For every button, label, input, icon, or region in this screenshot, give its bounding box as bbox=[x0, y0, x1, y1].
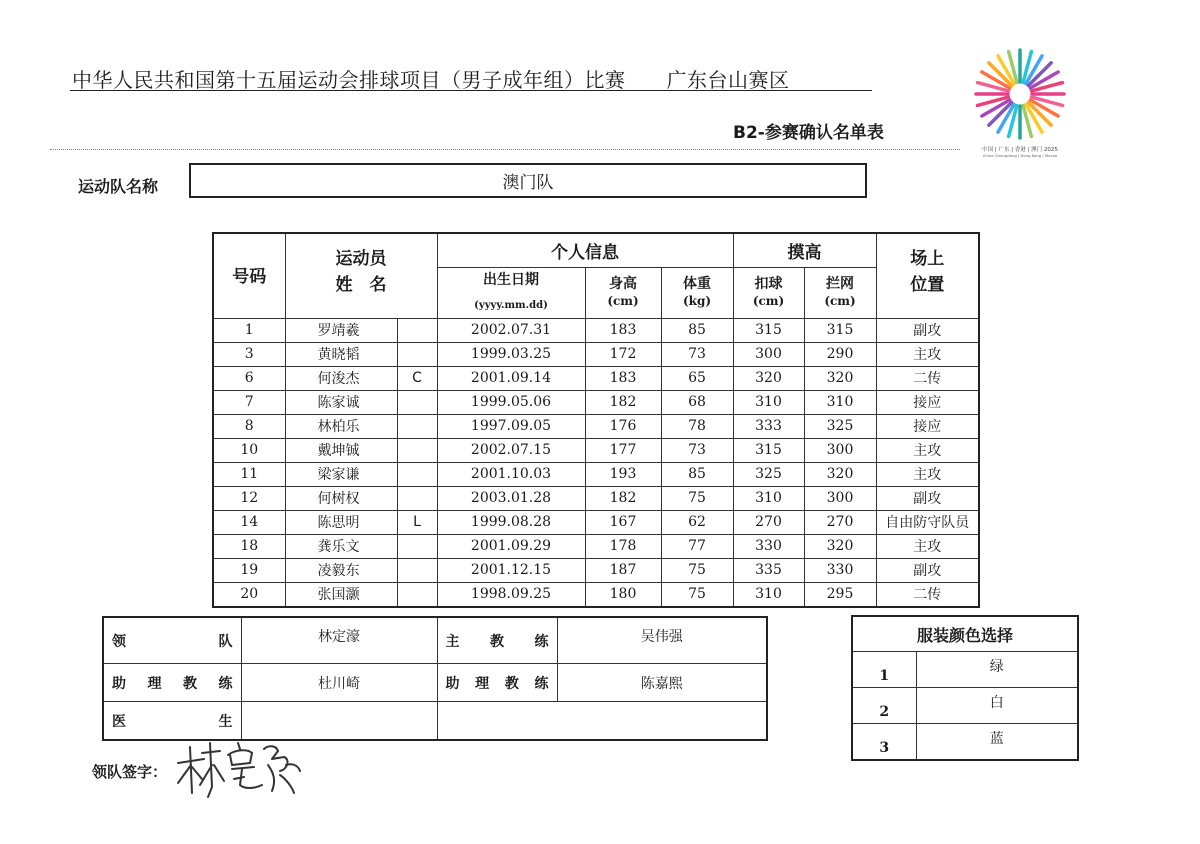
asst2-char-3: 练 bbox=[534, 675, 549, 692]
uniform-option-color: 绿 bbox=[916, 652, 1078, 688]
cell-dob: 1999.03.25 bbox=[437, 342, 585, 366]
table-row bbox=[213, 390, 979, 414]
cell-name: 张国灏 bbox=[285, 582, 397, 607]
cell-name: 何浚杰 bbox=[285, 366, 397, 390]
header-spike bbox=[733, 267, 804, 318]
form-subtitle: B2-参赛确认名单表 bbox=[733, 123, 884, 143]
cell-role bbox=[397, 414, 437, 438]
cell-weight: 77 bbox=[661, 534, 733, 558]
uniform-option-row bbox=[852, 688, 1078, 724]
cell-no: 11 bbox=[213, 462, 285, 486]
table-row bbox=[213, 462, 979, 486]
cell-dob: 2003.01.28 bbox=[437, 486, 585, 510]
coach-label-c: 练 bbox=[534, 633, 549, 650]
cell-role bbox=[397, 318, 437, 342]
cell-spike: 270 bbox=[733, 510, 804, 534]
cell-dob: 2001.10.03 bbox=[437, 462, 585, 486]
cell-weight: 73 bbox=[661, 438, 733, 462]
cell-block: 320 bbox=[804, 534, 876, 558]
header-reach: 摸高 bbox=[733, 233, 876, 267]
cell-block: 270 bbox=[804, 510, 876, 534]
coach-label-b: 教 bbox=[490, 633, 504, 650]
assistant-label-1 bbox=[103, 664, 241, 702]
header-block bbox=[804, 267, 876, 318]
cell-no: 8 bbox=[213, 414, 285, 438]
asst1-char-2: 教 bbox=[183, 675, 197, 692]
table-row bbox=[213, 366, 979, 390]
cell-height: 183 bbox=[585, 366, 661, 390]
header-block-label: 拦网 bbox=[826, 275, 854, 292]
header-position-top: 场上 bbox=[910, 249, 945, 269]
header-number: 号码 bbox=[213, 233, 285, 318]
assistant1-value: 杜川崎 bbox=[241, 664, 437, 702]
cell-block: 310 bbox=[804, 390, 876, 414]
coach-label bbox=[437, 617, 557, 664]
cell-role: L bbox=[397, 510, 437, 534]
cell-block: 295 bbox=[804, 582, 876, 607]
coach-value: 吴伟强 bbox=[557, 617, 767, 664]
asst1-char-3: 练 bbox=[218, 675, 233, 692]
header-athlete-top: 运动员 bbox=[335, 249, 387, 269]
cell-no: 12 bbox=[213, 486, 285, 510]
cell-position: 二传 bbox=[876, 366, 979, 390]
cell-name: 梁家谦 bbox=[285, 462, 397, 486]
cell-role bbox=[397, 342, 437, 366]
cell-spike: 300 bbox=[733, 342, 804, 366]
cell-weight: 75 bbox=[661, 582, 733, 607]
cell-weight: 75 bbox=[661, 558, 733, 582]
cell-block: 300 bbox=[804, 438, 876, 462]
uniform-option-row bbox=[852, 724, 1078, 761]
uniform-option-row bbox=[852, 652, 1078, 688]
header-dob-format: (yyyy.mm.dd) bbox=[474, 299, 548, 311]
cell-name: 凌毅东 bbox=[285, 558, 397, 582]
cell-role bbox=[397, 462, 437, 486]
cell-role: C bbox=[397, 366, 437, 390]
header-personal-info: 个人信息 bbox=[437, 233, 733, 267]
logo-caption-en: China Guangdong | Hong Kong | Macao bbox=[982, 153, 1058, 158]
cell-height: 182 bbox=[585, 390, 661, 414]
cell-dob: 1999.05.06 bbox=[437, 390, 585, 414]
cell-position: 主攻 bbox=[876, 438, 979, 462]
cell-position: 副攻 bbox=[876, 558, 979, 582]
uniform-color-table bbox=[851, 615, 1079, 761]
cell-no: 14 bbox=[213, 510, 285, 534]
cell-weight: 75 bbox=[661, 486, 733, 510]
staff-empty-cell bbox=[437, 702, 767, 741]
cell-role bbox=[397, 438, 437, 462]
cell-height: 178 bbox=[585, 534, 661, 558]
cell-dob: 2001.09.14 bbox=[437, 366, 585, 390]
cell-height: 176 bbox=[585, 414, 661, 438]
uniform-option-number: 1 bbox=[852, 652, 916, 688]
cell-no: 10 bbox=[213, 438, 285, 462]
dotted-divider bbox=[50, 149, 960, 150]
cell-block: 325 bbox=[804, 414, 876, 438]
cell-block: 320 bbox=[804, 462, 876, 486]
asst1-char-1: 理 bbox=[147, 675, 162, 692]
cell-height: 177 bbox=[585, 438, 661, 462]
table-row bbox=[213, 510, 979, 534]
doctor-label-b: 生 bbox=[218, 713, 233, 730]
header-dob bbox=[437, 267, 585, 318]
document-title: 中华人民共和国第十五届运动会排球项目（男子成年组）比赛 广东台山赛区 bbox=[72, 68, 790, 92]
table-row bbox=[213, 558, 979, 582]
doctor-label-a: 医 bbox=[112, 713, 126, 730]
cell-name: 黄晓韬 bbox=[285, 342, 397, 366]
cell-weight: 85 bbox=[661, 462, 733, 486]
signature-label: 领队签字： bbox=[92, 763, 168, 781]
cell-height: 167 bbox=[585, 510, 661, 534]
header-position bbox=[876, 233, 979, 318]
cell-name: 陈思明 bbox=[285, 510, 397, 534]
logo-caption: 中国 | 广东 | 香港 | 澳门 2025 bbox=[982, 147, 1058, 153]
asst2-char-1: 理 bbox=[475, 675, 490, 692]
header-athlete-name: 姓 名 bbox=[335, 275, 387, 295]
table-row bbox=[213, 534, 979, 558]
cell-weight: 85 bbox=[661, 318, 733, 342]
cell-height: 183 bbox=[585, 318, 661, 342]
table-row bbox=[213, 438, 979, 462]
cell-weight: 62 bbox=[661, 510, 733, 534]
cell-dob: 1998.09.25 bbox=[437, 582, 585, 607]
asst2-char-0: 助 bbox=[445, 675, 460, 692]
cell-no: 7 bbox=[213, 390, 285, 414]
cell-spike: 330 bbox=[733, 534, 804, 558]
asst2-char-2: 教 bbox=[504, 675, 519, 692]
assistant-label-2 bbox=[437, 664, 557, 702]
title-underline bbox=[70, 90, 872, 91]
cell-dob: 2001.12.15 bbox=[437, 558, 585, 582]
cell-no: 20 bbox=[213, 582, 285, 607]
cell-spike: 315 bbox=[733, 438, 804, 462]
team-name-field bbox=[189, 163, 867, 198]
cell-position: 副攻 bbox=[876, 318, 979, 342]
table-row bbox=[213, 414, 979, 438]
cell-spike: 315 bbox=[733, 318, 804, 342]
cell-dob: 1999.08.28 bbox=[437, 510, 585, 534]
uniform-color-title: 服装颜色选择 bbox=[852, 616, 1078, 652]
leader-label bbox=[103, 617, 241, 664]
leader-value: 林定濠 bbox=[241, 617, 437, 664]
cell-no: 1 bbox=[213, 318, 285, 342]
cell-position: 主攻 bbox=[876, 462, 979, 486]
table-row bbox=[213, 582, 979, 607]
cell-dob: 2002.07.31 bbox=[437, 318, 585, 342]
cell-block: 330 bbox=[804, 558, 876, 582]
cell-position: 副攻 bbox=[876, 486, 979, 510]
cell-spike: 310 bbox=[733, 390, 804, 414]
leader-label-b: 队 bbox=[218, 633, 233, 650]
cell-spike: 325 bbox=[733, 462, 804, 486]
cell-height: 193 bbox=[585, 462, 661, 486]
cell-role bbox=[397, 534, 437, 558]
cell-position: 接应 bbox=[876, 414, 979, 438]
cell-weight: 68 bbox=[661, 390, 733, 414]
cell-name: 林柏乐 bbox=[285, 414, 397, 438]
header-athlete bbox=[285, 233, 437, 318]
cell-weight: 65 bbox=[661, 366, 733, 390]
cell-block: 290 bbox=[804, 342, 876, 366]
coach-label-a: 主 bbox=[445, 633, 460, 650]
cell-role bbox=[397, 390, 437, 414]
team-name-label: 运动队名称 bbox=[78, 177, 159, 196]
cell-spike: 320 bbox=[733, 366, 804, 390]
header-height bbox=[585, 267, 661, 318]
cell-no: 18 bbox=[213, 534, 285, 558]
cell-weight: 78 bbox=[661, 414, 733, 438]
games-flower-logo-icon bbox=[968, 44, 1072, 160]
leader-signature bbox=[172, 735, 307, 805]
cell-name: 龚乐文 bbox=[285, 534, 397, 558]
uniform-option-color: 蓝 bbox=[916, 724, 1078, 761]
cell-height: 180 bbox=[585, 582, 661, 607]
cell-name: 何树权 bbox=[285, 486, 397, 510]
cell-position: 接应 bbox=[876, 390, 979, 414]
cell-no: 19 bbox=[213, 558, 285, 582]
cell-role bbox=[397, 558, 437, 582]
uniform-option-number: 3 bbox=[852, 724, 916, 761]
cell-spike: 310 bbox=[733, 582, 804, 607]
cell-spike: 335 bbox=[733, 558, 804, 582]
header-position-bottom: 位置 bbox=[910, 275, 945, 295]
cell-height: 187 bbox=[585, 558, 661, 582]
header-weight-label: 体重 bbox=[683, 275, 711, 292]
table-row bbox=[213, 486, 979, 510]
header-spike-unit: (cm) bbox=[752, 293, 785, 308]
cell-block: 300 bbox=[804, 486, 876, 510]
header-height-label: 身高 bbox=[609, 275, 637, 292]
cell-position: 二传 bbox=[876, 582, 979, 607]
cell-position: 主攻 bbox=[876, 534, 979, 558]
uniform-option-number: 2 bbox=[852, 688, 916, 724]
cell-position: 主攻 bbox=[876, 342, 979, 366]
cell-weight: 73 bbox=[661, 342, 733, 366]
leader-label-a: 领 bbox=[112, 633, 126, 650]
cell-name: 陈家诚 bbox=[285, 390, 397, 414]
cell-block: 315 bbox=[804, 318, 876, 342]
assistant2-value: 陈嘉熙 bbox=[557, 664, 767, 702]
header-spike-label: 扣球 bbox=[754, 275, 783, 292]
cell-position: 自由防守队员 bbox=[876, 510, 979, 534]
cell-dob: 2002.07.15 bbox=[437, 438, 585, 462]
header-block-unit: (cm) bbox=[824, 293, 856, 308]
cell-name: 罗靖羲 bbox=[285, 318, 397, 342]
cell-name: 戴坤铖 bbox=[285, 438, 397, 462]
cell-role bbox=[397, 582, 437, 607]
roster-table bbox=[212, 232, 980, 608]
table-row bbox=[213, 342, 979, 366]
cell-spike: 333 bbox=[733, 414, 804, 438]
staff-table bbox=[102, 616, 768, 741]
cell-dob: 2001.09.29 bbox=[437, 534, 585, 558]
cell-height: 172 bbox=[585, 342, 661, 366]
cell-no: 3 bbox=[213, 342, 285, 366]
header-dob-label: 出生日期 bbox=[483, 271, 539, 288]
asst1-char-0: 助 bbox=[112, 675, 126, 692]
cell-block: 320 bbox=[804, 366, 876, 390]
header-weight-unit: (kg) bbox=[682, 293, 712, 308]
uniform-option-color: 白 bbox=[916, 688, 1078, 724]
header-height-unit: (cm) bbox=[607, 293, 639, 308]
cell-no: 6 bbox=[213, 366, 285, 390]
cell-dob: 1997.09.05 bbox=[437, 414, 585, 438]
cell-spike: 310 bbox=[733, 486, 804, 510]
table-row bbox=[213, 318, 979, 342]
cell-height: 182 bbox=[585, 486, 661, 510]
header-weight bbox=[661, 267, 733, 318]
cell-role bbox=[397, 486, 437, 510]
team-name-value: 澳门队 bbox=[502, 173, 554, 193]
